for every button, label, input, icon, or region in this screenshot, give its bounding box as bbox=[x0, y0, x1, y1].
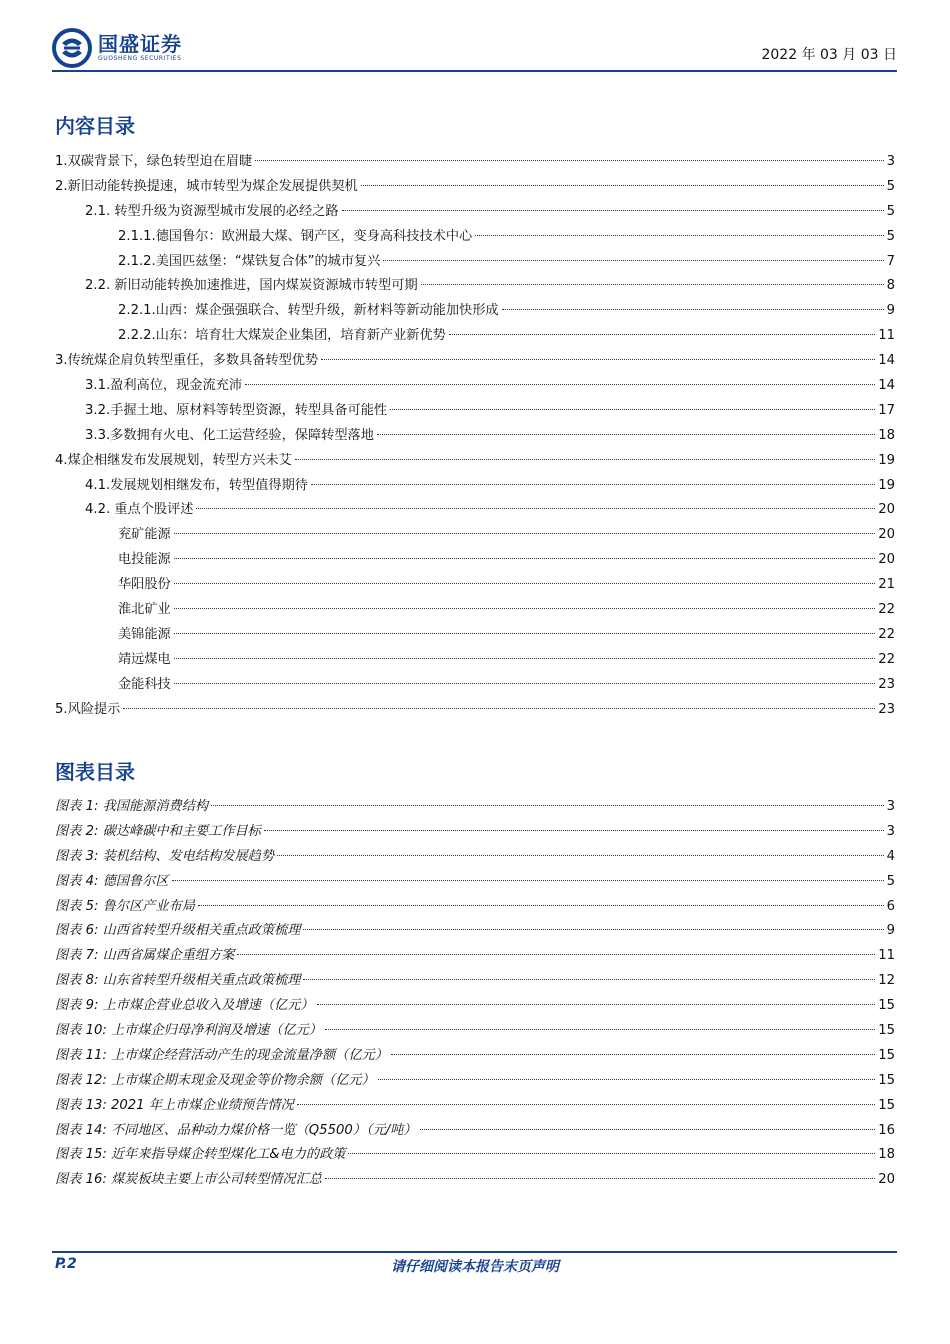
toc-item[interactable]: 美锦能源 22 bbox=[118, 626, 895, 642]
logo-english-name: GUOSHENG SECURITIES bbox=[98, 55, 182, 62]
figure-item[interactable]: 图表 8: 山东省转型升级相关重点政策梳理 12 bbox=[55, 973, 895, 989]
figure-item[interactable]: 图表 16: 煤炭板块主要上市公司转型情况汇总 20 bbox=[55, 1172, 895, 1188]
figures-list bbox=[55, 795, 895, 1193]
guosheng-logo-icon bbox=[52, 28, 92, 68]
toc-item[interactable]: 4.2. 重点个股评述 20 bbox=[85, 502, 895, 518]
toc-item[interactable]: 5.风险提示 23 bbox=[55, 701, 895, 717]
figure-item[interactable]: 图表 14: 不同地区、品种动力煤价格一览（Q5500）（元/吨） 16 bbox=[55, 1122, 895, 1138]
page-number: P.2 bbox=[55, 1256, 77, 1272]
company-logo bbox=[52, 28, 182, 68]
report-date: 2022 年 03 月 03 日 bbox=[761, 47, 897, 63]
page-header bbox=[52, 28, 897, 72]
header-divider bbox=[52, 70, 897, 72]
figure-item[interactable]: 图表 6: 山西省转型升级相关重点政策梳理 9 bbox=[55, 923, 895, 939]
toc-item[interactable]: 靖远煤电 22 bbox=[118, 651, 895, 667]
toc-item[interactable]: 4.煤企相继发布发展规划，转型方兴未艾 19 bbox=[55, 452, 895, 468]
toc-item[interactable]: 1.双碳背景下，绿色转型迫在眉睫 3 bbox=[55, 154, 895, 169]
figure-item[interactable]: 图表 7: 山西省属煤企重组方案 11 bbox=[55, 948, 895, 964]
toc-item[interactable]: 华阳股份 21 bbox=[118, 577, 895, 593]
logo-chinese-name: 国盛证券 bbox=[98, 32, 182, 56]
toc-item[interactable]: 2.1.2.美国匹兹堡：“煤铁复合体”的城市复兴 7 bbox=[118, 253, 895, 269]
toc-item[interactable]: 淮北矿业 22 bbox=[118, 602, 895, 618]
figure-item[interactable]: 图表 13: 2021 年上市煤企业绩预告情况 15 bbox=[55, 1097, 895, 1113]
toc-item[interactable]: 4.1.发展规划相继发布，转型值得期待 19 bbox=[85, 477, 895, 493]
toc-item[interactable]: 电投能源 20 bbox=[118, 552, 895, 568]
toc-item[interactable]: 金能科技 23 bbox=[118, 676, 895, 692]
toc-item[interactable]: 3.3.多数拥有火电、化工运营经验，保障转型落地 18 bbox=[85, 427, 895, 443]
figure-item[interactable]: 图表 1: 我国能源消费结构 3 bbox=[55, 799, 895, 814]
toc-item[interactable]: 2.2.2.山东：培育壮大煤炭企业集团，培育新产业新优势 11 bbox=[118, 328, 895, 344]
toc-item[interactable]: 2.2. 新旧动能转换加速推进，国内煤炭资源城市转型可期 8 bbox=[85, 278, 895, 294]
toc-item[interactable]: 3.2.手握土地、原材料等转型资源，转型具备可能性 17 bbox=[85, 402, 895, 418]
toc-list bbox=[55, 150, 895, 722]
toc-item[interactable]: 2.1.1.德国鲁尔：欧洲最大煤、钢产区，变身高科技技术中心 5 bbox=[118, 228, 895, 244]
figure-item[interactable]: 图表 2: 碳达峰碳中和主要工作目标 3 bbox=[55, 823, 895, 839]
figure-item[interactable]: 图表 4: 德国鲁尔区 5 bbox=[55, 873, 895, 889]
toc-item[interactable]: 3.传统煤企肩负转型重任，多数具备转型优势 14 bbox=[55, 353, 895, 369]
toc-item[interactable]: 2.新旧动能转换提速，城市转型为煤企发展提供契机 5 bbox=[55, 178, 895, 194]
figure-item[interactable]: 图表 11: 上市煤企经营活动产生的现金流量净额（亿元） 15 bbox=[55, 1047, 895, 1063]
figure-item[interactable]: 图表 3: 装机结构、发电结构发展趋势 4 bbox=[55, 848, 895, 864]
figure-item[interactable]: 图表 15: 近年来指导煤企转型煤化工&电力的政策 18 bbox=[55, 1147, 895, 1163]
figure-item[interactable]: 图表 10: 上市煤企归母净利润及增速（亿元） 15 bbox=[55, 1023, 895, 1039]
toc-item[interactable]: 3.1.盈利高位，现金流充沛 14 bbox=[85, 378, 895, 394]
footer-divider bbox=[52, 1251, 897, 1253]
toc-item[interactable]: 2.1. 转型升级为资源型城市发展的必经之路 5 bbox=[85, 203, 895, 219]
figure-item[interactable]: 图表 5: 鲁尔区产业布局 6 bbox=[55, 898, 895, 914]
figures-title: 图表目录 bbox=[55, 760, 135, 784]
toc-item[interactable]: 2.2.1.山西：煤企强强联合、转型升级，新材料等新动能加快形成 9 bbox=[118, 303, 895, 319]
figure-item[interactable]: 图表 9: 上市煤企营业总收入及增速（亿元） 15 bbox=[55, 998, 895, 1014]
toc-item[interactable]: 兖矿能源 20 bbox=[118, 527, 895, 543]
figure-item[interactable]: 图表 12: 上市煤企期末现金及现金等价物余额（亿元） 15 bbox=[55, 1072, 895, 1088]
toc-title: 内容目录 bbox=[55, 114, 135, 138]
disclaimer-note: 请仔细阅读本报告末页声明 bbox=[391, 1259, 559, 1275]
